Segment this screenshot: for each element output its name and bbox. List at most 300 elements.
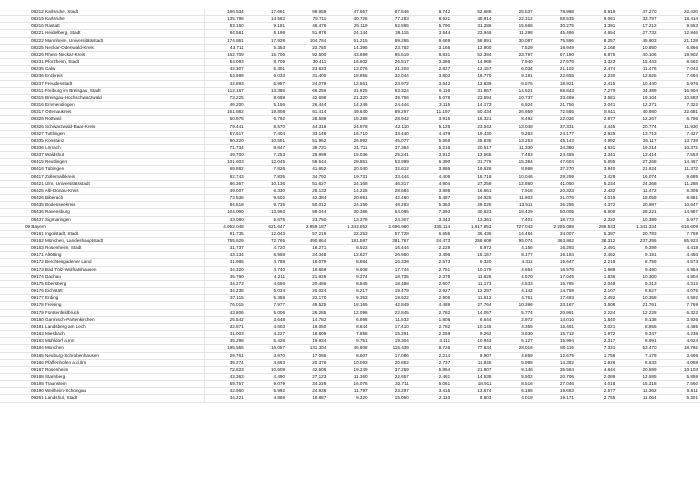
region-name-cell: 09162 München, Landeshauptstadt — [0, 238, 204, 245]
value-cell: 10.551 — [246, 137, 287, 144]
value-cell: 2.230 — [576, 73, 617, 80]
value-cell: 5.078 — [411, 94, 452, 101]
value-cell: 22.655 — [535, 73, 576, 80]
value-cell: 9.669 — [411, 37, 452, 44]
value-cell: 12.157 — [452, 66, 493, 73]
table-row — [0, 30, 700, 37]
value-cell: 22.036 — [535, 116, 576, 123]
table-row — [0, 252, 700, 259]
value-cell: 4.142 — [493, 288, 534, 295]
value-cell: 1.972 — [576, 331, 617, 338]
value-cell: 19.808 — [246, 109, 287, 116]
value-cell: 57.617 — [204, 130, 245, 137]
value-cell: 51.876 — [287, 30, 328, 37]
table-row — [0, 123, 700, 130]
value-cell: 47.957 — [328, 9, 369, 16]
data-sheet — [0, 9, 700, 403]
value-cell: 2.021 — [576, 323, 617, 330]
value-cell: 16.184 — [535, 252, 576, 259]
value-cell: 35.760 — [204, 273, 245, 280]
value-cell: 5.655 — [576, 159, 617, 166]
value-cell: 23.542 — [452, 123, 493, 130]
value-cell: 31.985 — [204, 259, 245, 266]
value-cell: 33.797 — [617, 16, 658, 23]
region-name-cell: 08327 Tuttlingen — [0, 130, 204, 137]
value-cell: 6.866 — [659, 44, 700, 51]
value-cell: 90.220 — [204, 137, 245, 144]
value-cell: 2.461 — [411, 373, 452, 380]
value-cell: 13.076 — [328, 66, 369, 73]
value-cell: 24.348 — [287, 252, 328, 259]
region-name-cell: 09188 Starnberg — [0, 373, 204, 380]
value-cell: 4.156 — [493, 245, 534, 252]
value-cell: 41.652 — [287, 166, 328, 173]
value-cell: 8.803 — [452, 395, 493, 402]
value-cell: 9.262 — [452, 331, 493, 338]
table-row — [0, 331, 700, 338]
value-cell: 31.776 — [452, 159, 493, 166]
value-cell: 2.255.088 — [535, 223, 576, 230]
value-cell: 84.518 — [204, 202, 245, 209]
value-cell: 40.106 — [617, 51, 658, 58]
region-name-cell: 08426 Biberach — [0, 195, 204, 202]
value-cell: 174.861 — [204, 37, 245, 44]
value-cell: 19.104 — [617, 94, 658, 101]
value-cell: 44.316 — [287, 123, 328, 130]
value-cell: 3.386 — [411, 59, 452, 66]
value-cell: 26.992 — [328, 137, 369, 144]
value-cell: 2.089 — [576, 373, 617, 380]
region-name-cell: 08316 Emmendingen — [0, 102, 204, 109]
value-cell: 14.173 — [452, 102, 493, 109]
value-cell: 46.317 — [370, 180, 411, 187]
value-cell: 87.546 — [370, 9, 411, 16]
value-cell: 11.930 — [659, 123, 700, 130]
table-row — [0, 23, 700, 30]
value-cell: 13.361 — [452, 216, 493, 223]
value-cell: 8.570 — [246, 123, 287, 130]
region-name-cell: 08415 Reutlingen — [0, 159, 204, 166]
value-cell: 14.057 — [452, 309, 493, 316]
value-cell: 9.320 — [328, 395, 369, 402]
value-cell: 2.375 — [411, 273, 452, 280]
value-cell: 18.773 — [535, 216, 576, 223]
value-cell: 15.384 — [493, 159, 534, 166]
value-cell: 2.925 — [576, 130, 617, 137]
value-cell: 23.972 — [370, 80, 411, 87]
value-cell: 9.353 — [328, 295, 369, 302]
value-cell: 37.259 — [370, 366, 411, 373]
value-cell: 17.085 — [287, 352, 328, 359]
value-cell: 11.803 — [493, 195, 534, 202]
value-cell: 1.989 — [576, 266, 617, 273]
value-cell: 14.484 — [493, 230, 534, 237]
value-cell: 53.470 — [617, 345, 658, 352]
value-cell: 27.764 — [452, 302, 493, 309]
value-cell: 28.588 — [287, 116, 328, 123]
value-cell: 3.803 — [411, 73, 452, 80]
value-cell: 17.493 — [535, 295, 576, 302]
value-cell: 4.761 — [493, 295, 534, 302]
value-cell: 4.211 — [246, 273, 287, 280]
table-row — [0, 9, 700, 16]
region-name-cell: 08317 Ortenaukreis — [0, 109, 204, 116]
value-cell: 84.581 — [204, 30, 245, 37]
value-cell: 104.090 — [204, 209, 245, 216]
region-name-cell: 08222 Mannheim, Universitätsstadt — [0, 37, 204, 44]
value-cell: 2.474 — [576, 66, 617, 73]
value-cell: 42.698 — [287, 94, 328, 101]
value-cell: 7.322 — [659, 102, 700, 109]
value-cell: 15.050 — [370, 395, 411, 402]
value-cell: 16.338 — [370, 259, 411, 266]
value-cell: 62.743 — [204, 173, 245, 180]
value-cell: 43.080 — [204, 216, 245, 223]
value-cell: 32.871 — [204, 323, 245, 330]
value-cell: 42.307 — [204, 66, 245, 73]
value-cell: 18.792 — [659, 345, 700, 352]
value-cell: 13.511 — [493, 202, 534, 209]
value-cell: 18.079 — [287, 259, 328, 266]
value-cell: 30.275 — [535, 23, 576, 30]
region-name-cell: 08435 Bodenseekreis — [0, 202, 204, 209]
value-cell: 17.744 — [370, 266, 411, 273]
value-cell: 4.445 — [576, 123, 617, 130]
value-cell: 17.045 — [535, 273, 576, 280]
value-cell: 54.085 — [370, 209, 411, 216]
value-cell: 19.934 — [287, 338, 328, 345]
value-cell: 5.301 — [246, 66, 287, 73]
value-cell: 9.313 — [617, 280, 658, 287]
table-row — [0, 137, 700, 144]
value-cell: 12.267 — [617, 116, 658, 123]
value-cell: 11.288 — [659, 180, 700, 187]
value-cell: 2.224 — [576, 309, 617, 316]
value-cell: 5.301 — [659, 395, 700, 402]
value-cell: 3.544 — [411, 30, 452, 37]
value-cell: 6.898 — [328, 316, 369, 323]
value-cell: 5.358 — [246, 295, 287, 302]
value-cell: 12.043 — [246, 230, 287, 237]
value-cell: 27.259 — [452, 180, 493, 187]
value-cell: 28.684 — [370, 187, 411, 194]
value-cell: 3.343 — [411, 216, 452, 223]
table-row — [0, 166, 700, 173]
table-row — [0, 109, 700, 116]
value-cell: 27.268 — [617, 159, 658, 166]
value-cell: 8.759 — [617, 259, 658, 266]
value-cell: 34.389 — [617, 87, 658, 94]
value-cell: 22.170 — [287, 295, 328, 302]
value-cell: 13.993 — [246, 209, 287, 216]
region-name-cell: 08416 Tübingen — [0, 166, 204, 173]
value-cell: 7.553 — [659, 152, 700, 159]
value-cell: 5.061 — [411, 381, 452, 388]
value-cell: 12.096 — [328, 309, 369, 316]
value-cell: 18.059 — [617, 195, 658, 202]
value-cell: 8.611 — [576, 109, 617, 116]
value-cell: 83.160 — [204, 23, 245, 30]
value-cell: 4.603 — [246, 323, 287, 330]
value-cell: 23.946 — [452, 30, 493, 37]
value-cell: 6.033 — [246, 73, 287, 80]
value-cell: 4.479 — [411, 130, 452, 137]
table-row — [0, 366, 700, 373]
value-cell: 391.767 — [370, 238, 411, 245]
table-row — [0, 266, 700, 273]
value-cell: 23.594 — [452, 94, 493, 101]
value-cell: 1.926 — [576, 359, 617, 366]
value-cell: 20.691 — [328, 195, 369, 202]
value-cell: 19.249 — [328, 366, 369, 373]
value-cell: 2.229 — [411, 245, 452, 252]
value-cell: 59.044 — [287, 209, 328, 216]
value-cell: 45.903 — [617, 37, 658, 44]
value-cell: 10.145 — [452, 323, 493, 330]
value-cell: 15.785 — [535, 280, 576, 287]
value-cell: 10.647 — [659, 202, 700, 209]
value-cell: 4.654 — [493, 266, 534, 273]
value-cell: 69.882 — [204, 166, 245, 173]
value-cell: 621.647 — [246, 223, 287, 230]
value-cell: 31.867 — [452, 87, 493, 94]
value-cell: 30.623 — [452, 209, 493, 216]
value-cell: 3.926 — [659, 316, 700, 323]
value-cell: 15.036 — [328, 152, 369, 159]
value-cell: 21.320 — [328, 94, 369, 101]
value-cell: 17.928 — [246, 37, 287, 44]
table-row — [0, 202, 700, 209]
table-row — [0, 381, 700, 388]
value-cell: 20.882 — [370, 359, 411, 366]
value-cell: 18.718 — [452, 173, 493, 180]
value-cell: 5.864 — [411, 366, 452, 373]
value-cell: 10.396 — [493, 302, 534, 309]
value-cell: 2.577 — [576, 388, 617, 395]
value-cell: 11.372 — [659, 166, 700, 173]
value-cell: 7.393 — [411, 209, 452, 216]
value-cell: 2.452 — [576, 295, 617, 302]
value-cell: 19.479 — [370, 288, 411, 295]
value-cell: 29.761 — [204, 352, 245, 359]
value-cell: 24.444 — [370, 102, 411, 109]
value-cell: 17.410 — [370, 323, 411, 330]
value-cell: 9.553 — [659, 23, 700, 30]
value-cell: 4.654 — [576, 30, 617, 37]
value-cell: 5.363 — [411, 202, 452, 209]
region-name-cell: 08337 Waldshut — [0, 152, 204, 159]
table-row — [0, 395, 700, 402]
value-cell: 26.117 — [617, 137, 658, 144]
value-cell: 24.307 — [370, 216, 411, 223]
region-name-cell: 08417 Zollernalbkreis — [0, 173, 204, 180]
value-cell: 7.042 — [659, 66, 700, 73]
value-cell: 9.751 — [328, 338, 369, 345]
value-cell: 23.797 — [493, 51, 534, 58]
value-cell: 7.769 — [659, 230, 700, 237]
value-cell: 76.015 — [204, 302, 245, 309]
value-cell: 6.330 — [246, 187, 287, 194]
value-cell: 25.542 — [204, 316, 245, 323]
value-cell: 13.253 — [493, 137, 534, 144]
value-cell: 2.877 — [576, 116, 617, 123]
value-cell: 15.566 — [493, 23, 534, 30]
value-cell: 8.709 — [246, 59, 287, 66]
value-cell: 16.602 — [328, 59, 369, 66]
value-cell: 2.573 — [411, 259, 452, 266]
value-cell: 20.486 — [287, 280, 328, 287]
value-cell: 7.529 — [493, 44, 534, 51]
value-cell: 5.611 — [659, 388, 700, 395]
value-cell: 39.115 — [370, 30, 411, 37]
table-row — [0, 144, 700, 151]
value-cell: 14.782 — [287, 316, 328, 323]
value-cell: 34.380 — [535, 144, 576, 151]
value-cell: 12.860 — [493, 180, 534, 187]
table-row — [0, 280, 700, 287]
value-cell: 12.271 — [617, 102, 658, 109]
value-cell: 8.831 — [411, 51, 452, 58]
value-cell: 12.551 — [328, 80, 369, 87]
value-cell: 48.263 — [370, 202, 411, 209]
value-cell: 7.253 — [246, 152, 287, 159]
value-cell: 29.851 — [328, 159, 369, 166]
value-cell: 31.076 — [535, 195, 576, 202]
value-cell: 9.907 — [452, 352, 493, 359]
value-cell: 54.093 — [204, 59, 245, 66]
value-cell: 45.077 — [370, 137, 411, 144]
value-cell: 72.823 — [204, 366, 245, 373]
value-cell: 38.312 — [576, 238, 617, 245]
value-cell: 17.212 — [617, 23, 658, 30]
value-cell: 5.675 — [246, 216, 287, 223]
region-name-cell: 08335 Konstanz — [0, 137, 204, 144]
value-cell: 89.297 — [370, 109, 411, 116]
value-cell: 14.467 — [659, 159, 700, 166]
value-cell: 3.648 — [246, 316, 287, 323]
value-cell: 4.644 — [576, 366, 617, 373]
value-cell: 24.177 — [535, 130, 576, 137]
value-cell: 4.490 — [246, 373, 287, 380]
value-cell: 21.102 — [535, 66, 576, 73]
region-name-cell: 09190 Weilheim-Schongau — [0, 388, 204, 395]
value-cell: 5.502 — [493, 373, 534, 380]
value-cell: 3.115 — [411, 102, 452, 109]
value-cell: 21.711 — [328, 144, 369, 151]
value-cell: 16.576 — [535, 266, 576, 273]
value-cell: 20.517 — [452, 144, 493, 151]
value-cell: 27.046 — [535, 381, 576, 388]
value-cell: 34.792 — [287, 173, 328, 180]
value-cell: 72.765 — [246, 238, 287, 245]
value-cell: 4.570 — [493, 273, 534, 280]
value-cell: 8.881 — [659, 195, 700, 202]
value-cell: 1.808 — [411, 316, 452, 323]
value-cell: 9.299 — [617, 245, 658, 252]
value-cell: 5.127 — [493, 338, 534, 345]
value-cell: 6.186 — [493, 388, 534, 395]
value-cell: 2.415 — [576, 80, 617, 87]
value-cell: 18.414 — [659, 16, 700, 23]
value-cell: 4.624 — [659, 338, 700, 345]
value-cell: 335.114 — [411, 223, 452, 230]
region-name-cell: 08311 Freiburg im Breisgau, Stadt — [0, 87, 204, 94]
value-cell: 43.363 — [204, 373, 245, 380]
value-cell: 15.157 — [452, 252, 493, 259]
value-cell: 5.774 — [493, 309, 534, 316]
value-cell: 59.544 — [287, 159, 328, 166]
value-cell: 11.330 — [493, 144, 534, 151]
region-name-cell: 08237 Freudenstadt — [0, 80, 204, 87]
value-cell: 5.858 — [659, 373, 700, 380]
value-cell: 10.136 — [246, 180, 287, 187]
value-cell: 2.491 — [576, 245, 617, 252]
value-cell: 101.603 — [204, 159, 245, 166]
value-cell: 3.496 — [411, 252, 452, 259]
value-cell: 20.706 — [535, 373, 576, 380]
value-cell: 21.761 — [617, 302, 658, 309]
table-row — [0, 16, 700, 23]
value-cell: 57.728 — [370, 230, 411, 237]
value-cell: 14.395 — [328, 44, 369, 51]
value-cell: 13.639 — [452, 80, 493, 87]
value-cell: 5.487 — [411, 195, 452, 202]
value-cell: 73.225 — [204, 94, 245, 101]
value-cell: 4.631 — [576, 144, 617, 151]
value-cell: 9.374 — [328, 273, 369, 280]
value-cell: 12.625 — [617, 73, 658, 80]
value-cell: 27.123 — [287, 373, 328, 380]
value-cell: 39.731 — [287, 144, 328, 151]
value-cell: 10.103 — [659, 366, 700, 373]
value-cell: 7.427 — [659, 130, 700, 137]
value-cell: 28.133 — [287, 187, 328, 194]
value-cell: 47.270 — [617, 9, 658, 16]
value-cell: 8.844 — [328, 323, 369, 330]
value-cell: 5.976 — [659, 80, 700, 87]
value-cell: 19.622 — [370, 295, 411, 302]
table-row — [0, 238, 700, 245]
value-cell: 52.394 — [452, 51, 493, 58]
value-cell: 5.006 — [246, 309, 287, 316]
value-cell: 4.533 — [493, 280, 534, 287]
value-cell: 11.472 — [617, 187, 658, 194]
value-cell: 51.215 — [328, 37, 369, 44]
value-cell: 43.806 — [204, 309, 245, 316]
value-cell: 11.173 — [452, 280, 493, 287]
table-row — [0, 59, 700, 66]
value-cell: 3.698 — [659, 352, 700, 359]
value-cell: 9.181 — [246, 23, 287, 30]
value-cell: 152.709 — [204, 51, 245, 58]
value-cell: 3.391 — [576, 23, 617, 30]
value-cell: 1.343.652 — [328, 223, 369, 230]
value-cell: 22.253 — [328, 230, 369, 237]
value-cell: 112.167 — [204, 87, 245, 94]
region-name-cell: 08421 Ulm, Universitätsstadt — [0, 180, 204, 187]
value-cell: 46.808 — [328, 345, 369, 352]
value-cell: 42.893 — [204, 80, 245, 87]
value-cell: 4.372 — [576, 202, 617, 209]
value-cell: 37.331 — [535, 123, 576, 130]
value-cell: 47.604 — [535, 159, 576, 166]
state-row — [0, 223, 700, 230]
value-cell: 30.087 — [493, 37, 534, 44]
value-cell: 31.400 — [287, 73, 328, 80]
region-name-cell: 09175 Ebersberg — [0, 280, 204, 287]
value-cell: 19.050 — [287, 323, 328, 330]
value-cell: 16.057 — [246, 345, 287, 352]
